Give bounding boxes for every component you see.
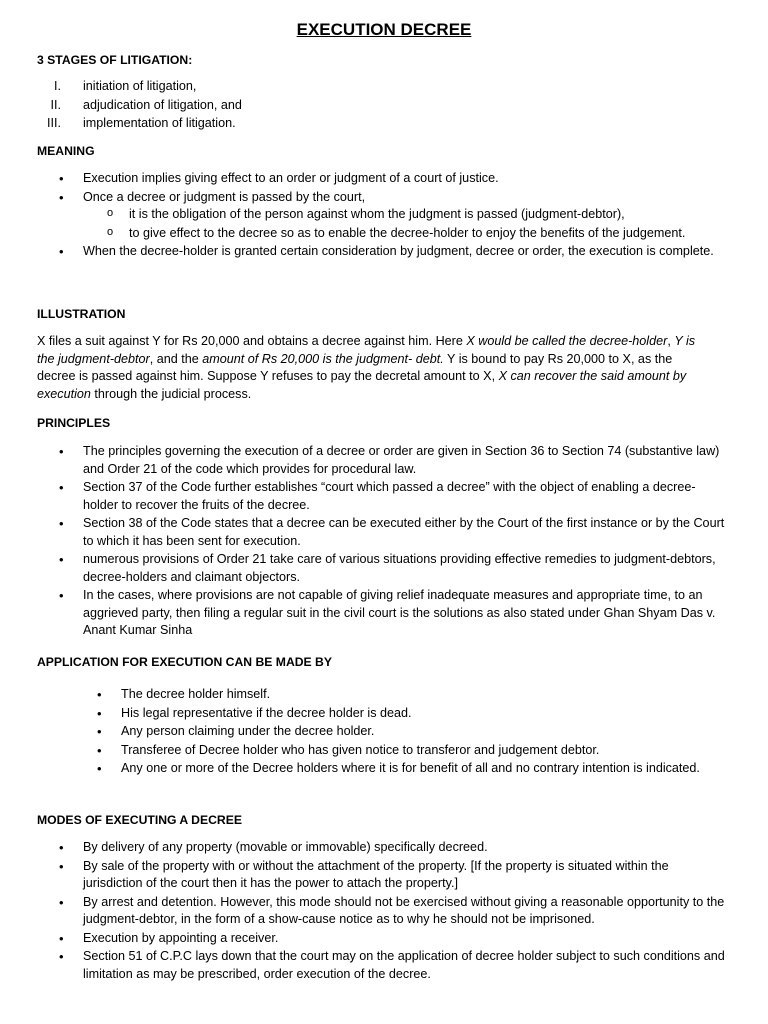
list-number: I. (54, 79, 61, 93)
text-run: through the judicial process. (90, 386, 252, 401)
list-item: • In the cases, where provisions are not capable of giving relief inadequate measures and appropriate time, to an aggrieved party, then filing a regular suit in the civil court is the solutions as also stated under Ghan Shyam Das v. Anant Kumar Sinha (37, 587, 728, 640)
heading-stages: 3 STAGES OF LITIGATION: (37, 53, 193, 67)
list-text: initiation of litigation, (83, 79, 197, 93)
list-item (37, 78, 737, 97)
list-item: • The principles governing the execution of a decree or order are given in Section 36 to Section 74 (substantive law) and Order 21 of the code which provides for procedural law. (37, 443, 728, 478)
list-item: • Section 51 of C.P.C lays down that the court may on the application of decree holder subject to such conditions and limitation as may be prescribed, order execution of the decree. (37, 948, 728, 983)
heading-principles: PRINCIPLES (37, 416, 111, 430)
list-item: • numerous provisions of Order 21 take care of various situations providing effective remedies to judgment-debtors, decree-holders and claimant objectors. (37, 551, 728, 586)
heading-application: APPLICATION FOR EXECUTION CAN BE MADE BY (37, 655, 332, 669)
sub-list-item: o to give effect to the decree so as to enable the decree-holder to enjoy the benefits of the judgement. (37, 225, 729, 243)
list-item: • Any person claiming under the decree holder. (75, 723, 729, 741)
list-item: • Section 38 of the Code states that a decree can be executed either by the Court of the first instance or by the Court to which it has been sent for execution. (37, 515, 728, 550)
list-text: Once a decree or judgment is passed by the court, (83, 189, 366, 204)
text-run: , and the (149, 351, 203, 366)
list-item: • Execution implies giving effect to an order or judgment of a court of justice. (37, 170, 728, 188)
text-run: Y is bound to pay Rs 20,000 to X, as the decree is passed against him. Suppose Y refuses to pay the decretal amount to X, (37, 351, 673, 383)
list-item: • The decree holder himself. (75, 686, 729, 704)
sub-list-item: o it is the obligation of the person against whom the judgment is passed (judgment-debtor), (37, 206, 729, 224)
list-item (37, 97, 737, 116)
list-item: • By sale of the property with or without the attachment of the property. [If the property is situated within the jurisdiction of the court then it has the power to attach the property.] (37, 858, 728, 893)
italic-run: X would be called the decree-holder (466, 334, 668, 348)
list-item: • When the decree-holder is granted certain consideration by judgment, decree or order, the execution is complete. (37, 243, 728, 261)
list-item: • His legal representative if the decree holder is dead. (75, 705, 729, 723)
list-item: • Any one or more of the Decree holders where it is for benefit of all and no contrary intention is indicated. (75, 760, 729, 778)
list-number: II. (50, 97, 61, 112)
list-text: implementation of litigation. (83, 116, 236, 130)
list-item: • Execution by appointing a receiver. (37, 930, 728, 948)
stages-list (37, 78, 737, 134)
text-run: , (667, 334, 675, 348)
illustration-paragraph (37, 333, 709, 403)
list-item: • Section 37 of the Code further establishes “court which passed a decree” with the object of enabling a decree-holder to recover the fruits of the decree. (37, 479, 728, 514)
list-item: • By arrest and detention. However, this mode should not be exercised without giving a reasonable opportunity to the judgment-debtor, in the form of a show-cause notice as to why he should not be imprisoned. (37, 894, 728, 929)
page-title: EXECUTION DECREE (296, 20, 472, 39)
modes-list (37, 839, 728, 984)
heading-illustration: ILLUSTRATION (37, 307, 126, 321)
list-number: III. (47, 116, 61, 130)
list-item: • Transferee of Decree holder who has given notice to transferor and judgement debtor. (75, 742, 729, 760)
heading-modes: MODES OF EXECUTING A DECREE (37, 813, 242, 827)
list-item (37, 115, 737, 134)
italic-run: amount of Rs 20,000 is the judgment- debt. (202, 351, 444, 366)
heading-meaning: MEANING (37, 144, 95, 158)
list-text: adjudication of litigation, and (83, 97, 242, 112)
list-item (37, 189, 728, 243)
list-item: • By delivery of any property (movable or immovable) specifically decreed. (37, 839, 728, 857)
application-list (75, 686, 729, 779)
principles-list (37, 443, 728, 641)
meaning-list (37, 170, 728, 262)
text-run: X files a suit against Y for Rs 20,000 and obtains a decree against him. Here (37, 334, 467, 348)
italic-run: Y is the judgment-debtor (37, 334, 696, 366)
italic-run: X can recover the said amount by execution (37, 369, 687, 401)
